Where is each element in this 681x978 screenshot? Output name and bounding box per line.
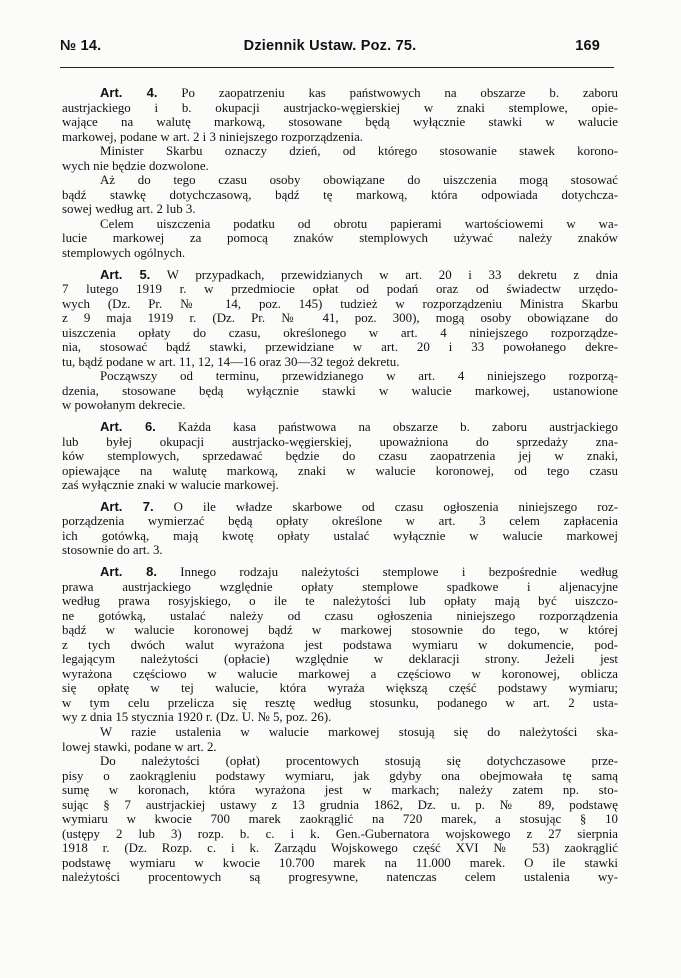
- line-text: sumę w koronach, która wyrażona jest w markach; należy zatem np. sto-: [62, 783, 618, 798]
- article-gap: [62, 493, 618, 500]
- line-text: Aż do tego czasu osoby obowiązane do uiszczenia mogą stosować: [100, 173, 618, 188]
- text-line: [62, 638, 618, 653]
- issue-number: № 14.: [60, 38, 102, 54]
- text-line: [62, 355, 618, 370]
- article-8: [62, 565, 618, 885]
- text-line: [62, 311, 618, 326]
- line-text: sowej według art. 2 lub 3.: [62, 202, 196, 217]
- text-line: [62, 297, 618, 312]
- text-line: [62, 246, 618, 261]
- line-text: wy z dnia 15 stycznia 1920 r. (Dz. U. № 5, poz. 26).: [62, 710, 332, 725]
- text-line: [62, 667, 618, 682]
- text-line: [62, 652, 618, 667]
- text-line: [62, 754, 618, 769]
- text-line: [62, 565, 618, 580]
- text-line: [62, 696, 618, 711]
- text-line: [62, 326, 618, 341]
- line-text: według prawa rosyjskiego, o ile te należytości lub opłaty mają być uiszczo-: [62, 594, 618, 609]
- text-line: [62, 514, 618, 529]
- text-line: [62, 529, 618, 544]
- text-line: [62, 268, 618, 283]
- line-text: się opłatę w tej walucie, która wyraża większą część podstawy wymiaru;: [62, 681, 618, 696]
- article-label: Art. 7.: [100, 499, 154, 514]
- text-line: [62, 144, 618, 159]
- text-line: [62, 580, 618, 595]
- text-line: [62, 188, 618, 203]
- line-text: opiewające na walutę markową, znaki w walucie koronowej, od tego czasu: [62, 463, 618, 478]
- line-text: prawa austrjackiego względnie opłaty stemplowe spadkowe i aljenacyjne: [62, 579, 618, 594]
- text-line: [62, 231, 618, 246]
- line-text: pisy o zaokrągleniu podstawy wymiaru, jak gdyby ona obejmowała tę samą: [62, 768, 618, 783]
- line-text: uiszczenia opłaty do czasu, określonego w art. 4 niniejszego rozporządze-: [62, 325, 618, 340]
- text-line: [62, 173, 618, 188]
- text-line: [62, 543, 618, 558]
- line-text: dzenia, stosowane będą wyłącznie stawki w walucie markowej, ustanowione: [62, 383, 618, 398]
- article-label: Art. 8.: [100, 564, 157, 579]
- line-text: wające na walutę markową, stosowane będą wyłącznie stawki w walucie: [62, 115, 618, 130]
- line-text: Celem uiszczenia podatku od obrotu papierami wartościowemi w wa-: [100, 216, 618, 231]
- article-label: Art. 5.: [100, 267, 151, 282]
- line-text: 1918 r. (Dz. Rozp. c. i k. Zarządu Wojskowego część XVI № 53) zaokrąglić: [62, 841, 618, 856]
- article-gap: [62, 261, 618, 268]
- text-line: [62, 340, 618, 355]
- line-text: wych nie będzie dozwolone.: [62, 158, 209, 173]
- text-line: [62, 681, 618, 696]
- text-line: [62, 609, 618, 624]
- text-line: [62, 130, 618, 145]
- line-text: austrjackiego i b. okupacji austrjacko-węgierskiej w znaki stemplowe, opie-: [62, 100, 618, 115]
- line-text: O ile władze skarbowe od czasu ogłoszenia niniejszego roz-: [173, 499, 618, 514]
- text-line: [62, 449, 618, 464]
- line-text: ich gotówką, mają kwotę opłaty ustalać wyłącznie w walucie markowej: [62, 528, 618, 543]
- text-line: [62, 282, 618, 297]
- line-text: zaś wyłącznie znaki w walucie markowej.: [62, 478, 279, 493]
- article-gap: [62, 413, 618, 420]
- line-text: nia, stosować bądź stawki, przewidziane w art. 20 i 33 powołanego dekre-: [62, 340, 618, 355]
- text-line: [62, 594, 618, 609]
- line-text: porządzenia wymierzać będą opłaty określone w art. 3 celem zapłacenia: [62, 514, 618, 529]
- text-line: [62, 870, 618, 885]
- line-text: 7 lutego 1919 r. w przedmiocie opłat od podań oraz od świadectw urzędo-: [62, 282, 618, 297]
- text-line: [62, 769, 618, 784]
- line-text: wymiaru w kwocie 700 marek zaokrąglić na 720 marek, a stosując § 10: [62, 812, 618, 827]
- line-text: należytości procentowych są progresywne, natenczas celem ustalenia wy-: [62, 870, 618, 885]
- text-line: [62, 812, 618, 827]
- header-rule: [60, 67, 614, 68]
- text-line: [62, 856, 618, 871]
- line-text: W razie ustalenia w walucie markowej stosują się do należytości ska-: [100, 724, 618, 739]
- text-line: [62, 740, 618, 755]
- article-label: Art. 6.: [100, 420, 156, 435]
- line-text: w tym celu przelicza się resztę według stosunku, podanego w art. 2 usta-: [62, 695, 618, 710]
- text-line: [62, 420, 618, 435]
- text-line: [62, 710, 618, 725]
- line-text: w powołanym dekrecie.: [62, 398, 186, 413]
- line-text: lowej stawki, podane w art. 2.: [62, 739, 217, 754]
- article-4: [62, 86, 618, 261]
- article-7: [62, 500, 618, 558]
- line-text: lucie markowej za pomocą znaków stemplowych używać należy znaków: [62, 231, 618, 246]
- line-text: markowej, podane w art. 2 i 3 niniejszego rozporządzenia.: [62, 129, 364, 144]
- line-text: Do należytości (opłat) procentowych stosują się dotychczasowe prze-: [100, 754, 618, 769]
- text-line: [62, 798, 618, 813]
- line-text: bądź w walucie koronowej bądź w markowej stosownie do tego, w której: [62, 623, 618, 638]
- text-line: [62, 369, 618, 384]
- line-text: wyrażona częściowo w walucie markowej a częściowo w koronowej, oblicza: [62, 666, 618, 681]
- line-text: z 9 maja 1919 r. (Dz. Pr. № 41, poz. 300), mogą osoby obowiązane do: [62, 311, 618, 326]
- line-text: Po zaopatrzeniu kas państwowych na obszarze b. zaboru: [181, 86, 618, 100]
- line-text: ków stemplowych, sprzedawać będzie do czasu zaopatrzenia jej w znaki,: [62, 449, 618, 464]
- text-line: [62, 217, 618, 232]
- text-line: [62, 464, 618, 479]
- line-text: podstawę wymiaru w kwocie 10.700 marek na 11.000 marek. O ile stawki: [62, 855, 618, 870]
- article-label: Art. 4.: [100, 86, 158, 100]
- page-header: [60, 36, 600, 62]
- line-text: sując § 7 austrjackiej ustawy z 13 grudnia 1862, Dz. u. p. № 89, podstawę: [62, 797, 618, 812]
- text-line: [62, 101, 618, 116]
- text-line: [62, 384, 618, 399]
- line-text: Począwszy od terminu, przewidzianego w art. 4 niniejszego rozporzą-: [100, 369, 618, 384]
- article-6: [62, 420, 618, 493]
- line-text: stemplowych ogólnych.: [62, 246, 186, 261]
- article-5: [62, 268, 618, 413]
- line-text: stosownie do art. 3.: [62, 543, 163, 558]
- text-line: [62, 435, 618, 450]
- article-gap: [62, 558, 618, 565]
- line-text: wych (Dz. Pr. № 14, poz. 145) tudzież w rozporządzeniu Ministra Skarbu: [62, 296, 618, 311]
- line-text: ne gotówką, ustalać należy od czasu ogłoszenia niniejszego rozporządzenia: [62, 608, 618, 623]
- line-text: bądź stawkę dotychczasową, bądź tę markową, która odpowiada dotychcza-: [62, 187, 618, 202]
- text-line: [62, 500, 618, 515]
- text-line: [62, 841, 618, 856]
- line-text: legającym należytości (opłacie) względnie w deklaracji strony. Jeżeli jest: [62, 652, 618, 667]
- text-line: [62, 115, 618, 130]
- line-text: lub byłej okupacji austrjacko-węgierskiej, upoważniona do sprzedaży zna-: [62, 434, 618, 449]
- line-text: z tych dwóch walut wyrażona jest podstawa wymiaru w dokumencie, pod-: [62, 637, 618, 652]
- text-line: [62, 478, 618, 493]
- text-line: [62, 159, 618, 174]
- line-text: tu, bądź podane w art. 11, 12, 14—16 oraz 30—32 tegoż dekretu.: [62, 354, 400, 369]
- text-line: [62, 86, 618, 101]
- line-text: (ustępy 2 lub 3) rozp. b. c. i k. Gen.-Gubernatora wojskowego z 27 sierpnia: [62, 826, 618, 841]
- text-line: [62, 783, 618, 798]
- text-line: [62, 202, 618, 217]
- document-body: [62, 86, 618, 885]
- text-line: [62, 725, 618, 740]
- journal-title: Dziennik Ustaw. Poz. 75.: [243, 38, 417, 54]
- text-line: [62, 623, 618, 638]
- line-text: Innego rodzaju należytości stemplowe i bezpośrednie według: [180, 564, 618, 579]
- text-line: [62, 827, 618, 842]
- line-text: Każda kasa państwowa na obszarze b. zaboru austrjackiego: [178, 420, 618, 435]
- line-text: W przypadkach, przewidzianych w art. 20 i 33 dekretu z dnia: [166, 267, 618, 282]
- text-line: [62, 398, 618, 413]
- page-number: 169: [575, 38, 600, 54]
- line-text: Minister Skarbu oznaczy dzień, od którego stosowanie stawek korono-: [100, 144, 618, 159]
